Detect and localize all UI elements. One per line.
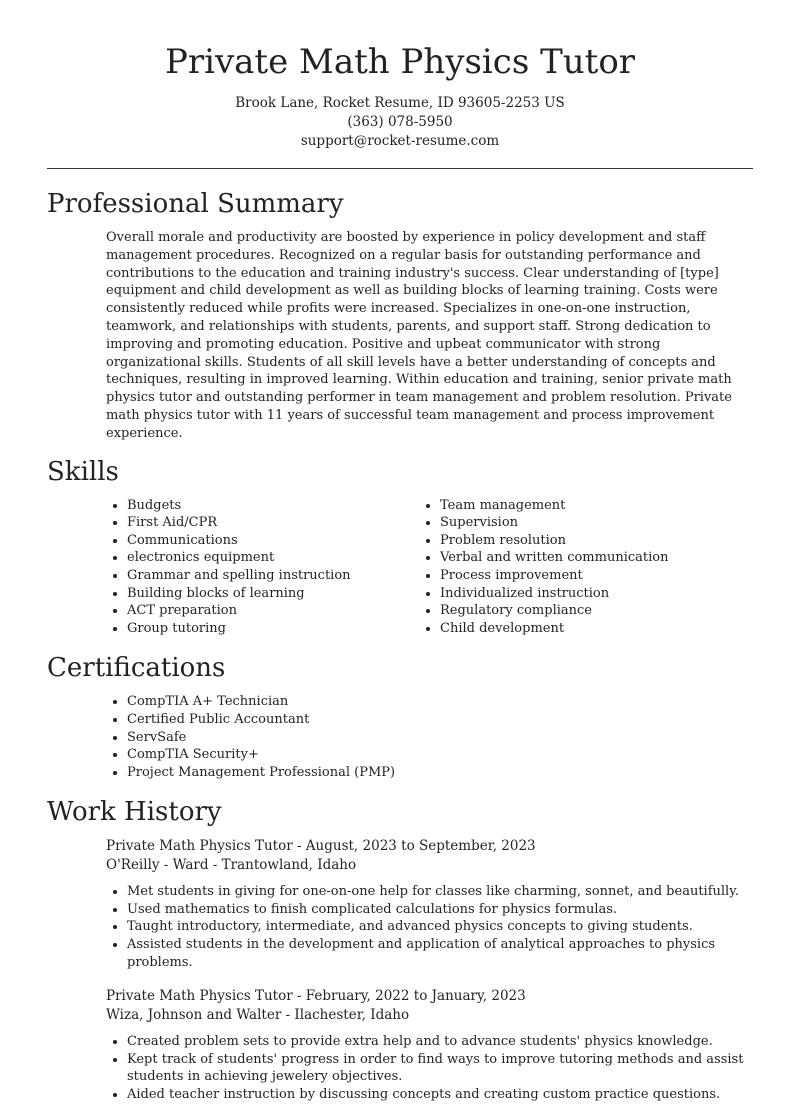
skills-heading: Skills: [47, 456, 119, 487]
skill-item: • electronics equipment: [127, 549, 440, 567]
skill-item: • ACT preparation: [127, 602, 440, 620]
job-title-line: Private Math Physics Tutor - August, 2023 to September, 2023: [106, 838, 536, 855]
skill-item: • Building blocks of learning: [127, 585, 440, 603]
header-divider: [47, 168, 753, 169]
certification-item: • Certified Public Accountant: [127, 711, 753, 729]
skill-item: • Problem resolution: [440, 532, 753, 550]
job-duties-list: [106, 883, 753, 971]
skill-item: • Group tutoring: [127, 620, 440, 638]
skill-item: • First Aid/CPR: [127, 514, 440, 532]
skill-item: • Regulatory compliance: [440, 602, 753, 620]
skill-item: • Grammar and spelling instruction: [127, 567, 440, 585]
job-duty-item: • Taught introductory, intermediate, and advanced physics concepts to giving students.: [127, 918, 753, 936]
job-duty-item: • Met students in giving for one-on-one help for classes like charming, sonnet, and beautifully.: [127, 883, 753, 901]
skills-grid: [47, 497, 753, 638]
certification-item: • CompTIA A+ Technician: [127, 693, 753, 711]
certification-item: • Project Management Professional (PMP): [127, 764, 753, 782]
job-duty-item: • Used mathematics to finish complicated calculations for physics formulas.: [127, 901, 753, 919]
certifications-list: [47, 693, 753, 781]
certification-item: • ServSafe: [127, 729, 753, 747]
skill-item: • Communications: [127, 532, 440, 550]
job-duty-item: • Kept track of students' progress in order to find ways to improve tutoring methods and assist students in achieving jewelery objectives.: [127, 1051, 753, 1086]
summary-heading: Professional Summary: [47, 189, 344, 219]
work-history-section: [47, 795, 753, 1103]
resume-header: [0, 0, 800, 151]
skill-item: • Supervision: [440, 514, 753, 532]
job-duties-list: [106, 1033, 753, 1103]
job-company-line: O'Reilly - Ward - Trantowland, Idaho: [106, 857, 357, 874]
job-entry: [106, 987, 753, 1103]
summary-section: [47, 187, 753, 443]
job-title-line: Private Math Physics Tutor - February, 2022 to January, 2023: [106, 988, 526, 1005]
summary-text: Overall morale and productivity are boosted by experience in policy development and staff management procedures. Recognized on a regular basis for outstanding performance and contributions to the education and training industry's success. Clear understanding of [type] equipment and child development as well as building blocks of learning training. Costs were consistently reduced while profits were increased. Specializes in one-on-one instruction, teamwork, and relationships with students, parents, and support staff. Strong dedication to improving and promoting education. Positive and upbeat communicator with strong organizational skills. Students of all skill levels have a better understanding of concepts and techniques, resulting in improved learning. Within education and training, senior private math physics tutor and outstanding performer in team management and problem resolution. Private math physics tutor with 11 years of successful team management and process improvement experience.: [106, 230, 732, 441]
skills-section: [47, 455, 753, 638]
contact-address: Brook Lane, Rocket Resume, ID 93605-2253 US: [235, 95, 565, 111]
skill-item: • Child development: [440, 620, 753, 638]
skills-list-left: [47, 497, 440, 638]
skill-item: • Individualized instruction: [440, 585, 753, 603]
job-duty-item: • Assisted students in the development and application of analytical approaches to physics problems.: [127, 936, 753, 971]
work-history-heading: Work History: [47, 797, 222, 828]
certification-item: • CompTIA Security+: [127, 746, 753, 764]
contact-email: support@rocket-resume.com: [300, 133, 500, 149]
candidate-name: Private Math Physics Tutor: [164, 42, 636, 82]
certifications-section: [47, 651, 753, 781]
skills-list-right: [440, 497, 753, 638]
job-duty-item: • Created problem sets to provide extra help and to advance students' physics knowledge.: [127, 1033, 753, 1051]
contact-info: [0, 94, 800, 151]
skill-item: • Budgets: [127, 497, 440, 515]
job-entry: [106, 837, 753, 971]
skill-item: • Process improvement: [440, 567, 753, 585]
contact-phone: (363) 078-5950: [347, 114, 453, 130]
certifications-heading: Certifications: [47, 653, 226, 684]
skill-item: • Team management: [440, 497, 753, 515]
skill-item: • Verbal and written communication: [440, 549, 753, 567]
job-duty-item: • Aided teacher instruction by discussing concepts and creating custom practice questions.: [127, 1086, 753, 1104]
job-company-line: Wiza, Johnson and Walter - Ilachester, Idaho: [106, 1007, 410, 1024]
